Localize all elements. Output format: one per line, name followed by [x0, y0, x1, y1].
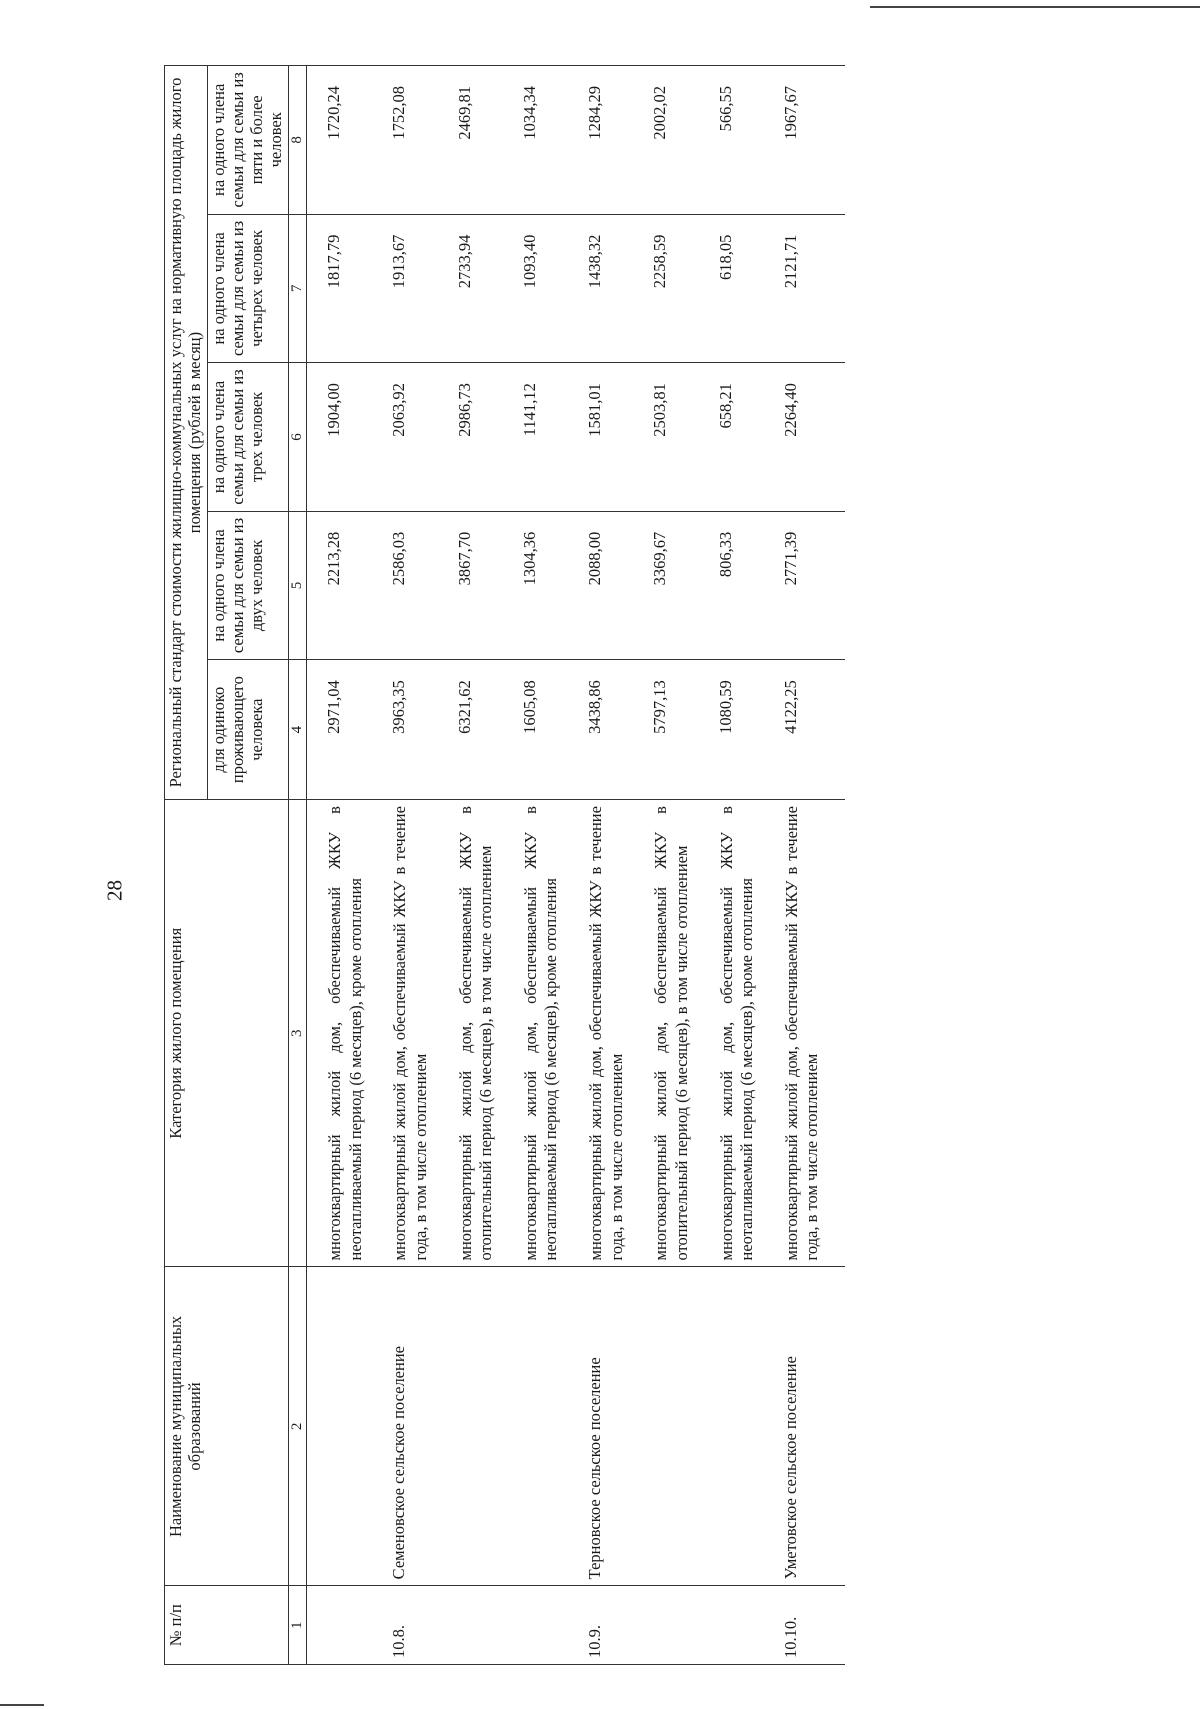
row-value-five: 1967,67	[780, 66, 845, 215]
table-row	[519, 66, 584, 1665]
col-number-1: 1	[288, 1586, 306, 1665]
row-num	[454, 1586, 519, 1665]
row-category: многоквартирный жилой дом, обеспечиваемый ЖКУ в течение года, в том числе отоплением	[584, 800, 649, 1267]
header-sub-two: на одного члена семьи для семьи из двух человек	[207, 511, 288, 660]
row-num	[519, 1586, 584, 1665]
table-row	[388, 66, 453, 1665]
row-value-four: 1913,67	[388, 214, 453, 363]
row-num: 10.9.	[584, 1586, 649, 1665]
table-row	[307, 66, 389, 1665]
row-value-two: 3867,70	[454, 511, 519, 660]
row-value-two: 2088,00	[584, 511, 649, 660]
rotated-page-content	[164, 45, 1194, 1665]
table-row	[780, 66, 845, 1665]
scan-edge-top	[870, 6, 1200, 8]
row-category: многоквартирный жилой дом, обеспечиваемый ЖКУ в течение года, в том числе отоплением	[780, 800, 845, 1267]
row-value-two: 806,33	[715, 511, 780, 660]
row-value-single: 6321,62	[454, 660, 519, 800]
row-value-single: 1605,08	[519, 660, 584, 800]
row-value-two: 1304,36	[519, 511, 584, 660]
row-value-five: 2469,81	[454, 66, 519, 215]
row-category: многоквартирный жилой дом, обеспечиваемый ЖКУ в течение года, в том числе отоплением	[388, 800, 453, 1267]
row-value-single: 1080,59	[715, 660, 780, 800]
row-name	[649, 1267, 714, 1586]
row-value-three: 658,21	[715, 363, 780, 512]
scan-edge-bottom	[0, 1704, 44, 1706]
row-name: Семеновское сельское поселение	[388, 1267, 453, 1586]
row-value-five: 1284,29	[584, 66, 649, 215]
row-value-single: 2971,04	[307, 660, 389, 800]
row-value-five: 1720,24	[307, 66, 389, 215]
col-number-3: 3	[288, 800, 306, 1267]
table-row	[584, 66, 649, 1665]
header-group: Региональный стандарт стоимости жилищно-коммунальных услуг на нормативную площадь жилого помещения (рублей в месяц)	[165, 66, 208, 800]
header-name: Наименование муниципальных образований	[165, 1267, 289, 1586]
header-sub-three: на одного члена семьи для семьи из трех человек	[207, 363, 288, 512]
row-value-three: 2264,40	[780, 363, 845, 512]
col-number-8: 8	[288, 66, 306, 215]
row-value-two: 3369,67	[649, 511, 714, 660]
col-number-2: 2	[288, 1267, 306, 1586]
header-category: Категория жилого помещения	[165, 800, 289, 1267]
row-value-four: 1817,79	[307, 214, 389, 363]
housing-standards-table	[164, 65, 845, 1665]
row-value-three: 1581,01	[584, 363, 649, 512]
row-category: многоквартирный жилой дом, обеспечиваемый ЖКУ в отопительный период (6 месяцев), в том числе отоплением	[454, 800, 519, 1267]
row-value-three: 2503,81	[649, 363, 714, 512]
col-number-5: 5	[288, 511, 306, 660]
row-category: многоквартирный жилой дом, обеспечиваемый ЖКУ в неотапливаемый период (6 месяцев), кроме отопления	[519, 800, 584, 1267]
row-value-single: 4122,25	[780, 660, 845, 800]
row-value-five: 1034,34	[519, 66, 584, 215]
col-number-6: 6	[288, 363, 306, 512]
row-value-three: 1904,00	[307, 363, 389, 512]
header-sub-single: для одиноко проживающего человека	[207, 660, 288, 800]
header-num: № п/п	[165, 1586, 289, 1665]
header-sub-five: на одного члена семьи для семьи из пяти и более человек	[207, 66, 288, 215]
row-value-three: 2063,92	[388, 363, 453, 512]
row-value-four: 2121,71	[780, 214, 845, 363]
row-value-four: 2733,94	[454, 214, 519, 363]
row-value-single: 3438,86	[584, 660, 649, 800]
page-number: 28	[102, 880, 127, 901]
row-name	[307, 1267, 389, 1586]
row-num: 10.8.	[388, 1586, 453, 1665]
row-value-five: 1752,08	[388, 66, 453, 215]
row-value-three: 2986,73	[454, 363, 519, 512]
row-value-five: 2002,02	[649, 66, 714, 215]
row-value-four: 618,05	[715, 214, 780, 363]
row-value-four: 1093,40	[519, 214, 584, 363]
row-value-three: 1141,12	[519, 363, 584, 512]
row-category: многоквартирный жилой дом, обеспечиваемый ЖКУ в неотапливаемый период (6 месяцев), кроме отопления	[307, 800, 389, 1267]
row-value-two: 2771,39	[780, 511, 845, 660]
row-value-single: 3963,35	[388, 660, 453, 800]
row-value-single: 5797,13	[649, 660, 714, 800]
table-row	[649, 66, 714, 1665]
row-category: многоквартирный жилой дом, обеспечиваемый ЖКУ в отопительный период (6 месяцев), в том числе отоплением	[649, 800, 714, 1267]
row-name: Уметовское сельское поселение	[780, 1267, 845, 1586]
row-num	[715, 1586, 780, 1665]
col-number-4: 4	[288, 660, 306, 800]
row-value-four: 1438,32	[584, 214, 649, 363]
row-num: 10.10.	[780, 1586, 845, 1665]
row-category: многоквартирный жилой дом, обеспечиваемый ЖКУ в неотапливаемый период (6 месяцев), кроме отопления	[715, 800, 780, 1267]
row-name: Терновское сельское поселение	[584, 1267, 649, 1586]
row-value-five: 566,55	[715, 66, 780, 215]
row-name	[715, 1267, 780, 1586]
row-value-two: 2213,28	[307, 511, 389, 660]
row-name	[519, 1267, 584, 1586]
col-number-7: 7	[288, 214, 306, 363]
row-num	[307, 1586, 389, 1665]
table-row	[454, 66, 519, 1665]
row-num	[649, 1586, 714, 1665]
row-value-four: 2258,59	[649, 214, 714, 363]
header-sub-four: на одного члена семьи для семьи из четырех человек	[207, 214, 288, 363]
row-name	[454, 1267, 519, 1586]
table-row	[715, 66, 780, 1665]
row-value-two: 2586,03	[388, 511, 453, 660]
